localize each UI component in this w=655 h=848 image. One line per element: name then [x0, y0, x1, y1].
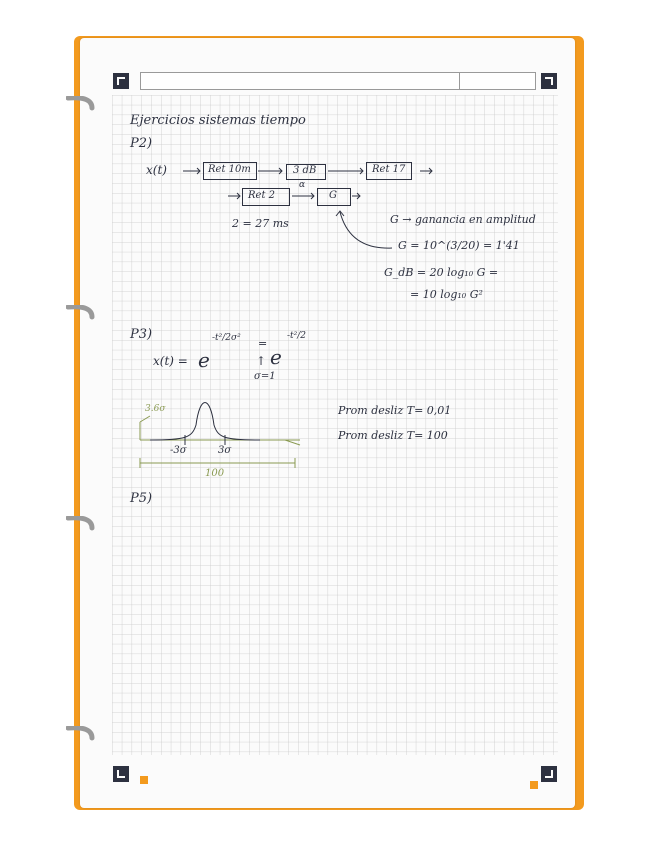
up-arrow-icon: ↑ — [256, 354, 267, 368]
p3-lhs: x(t) = — [153, 354, 188, 368]
p2-note-gain: G → ganancia en amplitud — [390, 213, 536, 226]
p3-exponent-1: -t²/2σ² — [212, 333, 241, 343]
p3-plot-ylabel: 3.6σ — [145, 404, 166, 414]
p2-input-signal: x(t) — [146, 163, 167, 177]
p3-exponent-2: -t²/2 — [287, 331, 307, 341]
p2-block-3db-label: 3 dB — [293, 165, 317, 176]
p5-label: P5) — [130, 491, 153, 506]
p2-block-ret17-label: Ret 17 — [372, 164, 406, 175]
p3-exp-base-1: e — [198, 348, 210, 372]
p3-sigma: σ=1 — [254, 371, 276, 382]
page-title: Ejercicios sistemas tiempo — [130, 113, 306, 128]
p2-note-eq2: G_dB = 20 log₁₀ G = — [384, 266, 499, 279]
p3-label: P3) — [130, 327, 153, 342]
p2-block-3db-sub: α — [299, 180, 306, 190]
p3-prom-2: Prom desliz T= 100 — [338, 429, 448, 442]
p2-note-eq3: = 10 log₁₀ G² — [410, 288, 483, 301]
p2-block-ret10m-label: Ret 10m — [208, 164, 251, 175]
p3-prom-1: Prom desliz T= 0,01 — [338, 404, 452, 417]
p2-block-ret2-label: Ret 2 — [248, 190, 276, 201]
p2-block-gain-label: G — [329, 190, 337, 201]
p3-plot-tick-left: -3σ — [170, 445, 187, 456]
p2-note-eq1: G = 10^(3/20) = 1'41 — [398, 239, 520, 252]
p2-delay-value: 2 = 27 ms — [232, 217, 289, 230]
p3-equals: = — [258, 337, 268, 350]
p2-label: P2) — [130, 136, 153, 151]
p3-exp-base-2: e — [270, 345, 282, 369]
p3-plot-width: 100 — [205, 468, 225, 479]
p3-plot-tick-right: 3σ — [218, 445, 232, 456]
